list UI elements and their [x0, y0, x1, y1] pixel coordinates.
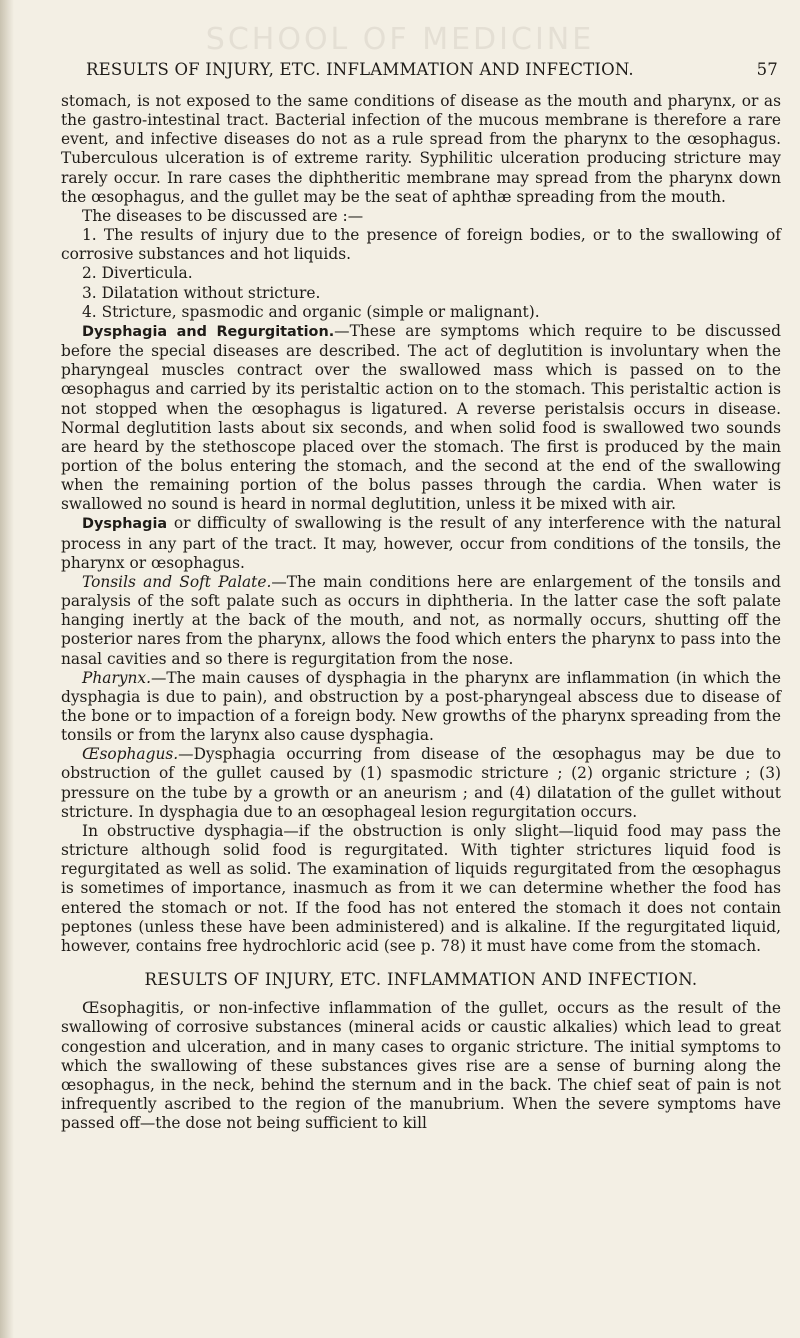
- run-in-heading: Tonsils and Soft Palate.: [82, 572, 272, 591]
- list-item-3: 3. Dilatation without stricture.: [82, 283, 321, 302]
- run-in-heading: Œsophagus.: [82, 745, 179, 764]
- paragraph-continuation: stomach, is not exposed to the same conditions of disease as the mouth and pharynx, or as the gastro-intestinal tract. Bacterial infection of the mucous membrane is therefore a rare event, and infective diseases do not as a rule spread from the pharynx to the œsophagus. Tuberculous ulceration is of extreme rarity. Syphilitic ulceration producing stricture may rarely occur. In rare cases the diphtheritic membrane may spread from the pharynx down the œsophagus, and the gullet may be the seat of aphthæ spreading from the mouth.: [61, 92, 781, 206]
- run-in-heading: Dysphagia: [82, 516, 168, 533]
- list-item-1: 1. The results of injury due to the presence of foreign bodies, or to the swallowing of corrosive substances and hot liquids.: [61, 226, 781, 264]
- library-watermark: SCHOOL OF MEDICINE: [205, 22, 595, 57]
- paragraph-diseases-intro: The diseases to be discussed are :—: [82, 206, 364, 225]
- run-in-heading: Pharynx.: [82, 668, 151, 687]
- page-number: 57: [756, 60, 778, 79]
- running-head: [86, 60, 778, 79]
- paragraph-obstructive-dysphagia: In obstructive dysphagia—if the obstruction is only slight—liquid food may pass the stricture although solid food is regurgitated. With tighter strictures liquid food is regurgitated as well as solid. The examination of liquids regurgitated from the œsophagus is sometimes of importance, inasmuch as from it we can determine whether the food has entered the stomach or not. If the food has not entered the stomach it does not contain peptones (unless these have been administered) and is alkaline. If the regurgitated liquid, however, contains free hydrochloric acid (see p. 78) it must have come from the stomach.: [61, 821, 781, 955]
- paragraph-pharynx: Pharynx.—The main causes of dysphagia in the pharynx are inflammation (in which the dysphagia is due to pain), and obstruction by a post-pharyngeal abscess due to disease of the bone or to impaction of a foreign body. New growths of the pharynx spreading from the tonsils or from the larynx also cause dysphagia.: [61, 668, 781, 745]
- paragraph-dysphagia: Dysphagia or difficulty of swallowing is the result of any interference with the natural process in any part of the tract. It may, however, occur from conditions of the tonsils, the pharynx or œsophagus.: [61, 514, 781, 572]
- section-heading: RESULTS OF INJURY, ETC. INFLAMMATION AND INFECTION.: [144, 970, 698, 990]
- list-item-2: 2. Diverticula.: [82, 264, 193, 283]
- body-text: [61, 92, 781, 1133]
- list-item-4: 4. Stricture, spasmodic and organic (simple or malignant).: [82, 302, 540, 321]
- run-in-heading: Dysphagia and Regurgitation.: [82, 323, 335, 340]
- paragraph-dysphagia-regurgitation: Dysphagia and Regurgitation.—These are symptoms which require to be discussed before the special diseases are described. The act of deglutition is involuntary when the pharyngeal muscles contract over the swallowed mass which is passed on to the œsophagus and carried by its peristaltic action on to the stomach. This peristaltic action is not stopped when the œsophagus is ligatured. A reverse peristalsis occurs in disease. Normal deglutition lasts about six seconds, and when solid food is swallowed two sounds are heard by the stethoscope placed over the stomach. The first is produced by the main portion of the bolus entering the stomach, and the second at the end of the swallowing when the remaining portion of the bolus passes through the cardia. When water is swallowed no sound is heard in normal deglutition, unless it be mixed with air.: [61, 321, 781, 514]
- binding-shadow: [0, 0, 14, 1338]
- paragraph-tonsils: Tonsils and Soft Palate.—The main conditions here are enlargement of the tonsils and paralysis of the soft palate such as occurs in diphtheria. In the latter case the soft palate hanging inertly at the back of the mouth, and not, as normally occurs, shutting off the posterior nares from the pharynx, allows the food which enters the pharynx to pass into the nasal cavities and so there is regurgitation from the nose.: [61, 572, 781, 668]
- running-head-title: RESULTS OF INJURY, ETC. INFLAMMATION AND INFECTION.: [86, 60, 634, 79]
- paragraph-oesophagus: Œsophagus.—Dysphagia occurring from disease of the œsophagus may be due to obstruction of the gullet caused by (1) spasmodic stricture ; (2) organic stricture ; (3) pressure on the tube by a growth or an aneurism ; and (4) dilatation of the gullet without stricture. In dysphagia due to an œsophageal lesion regurgitation occurs.: [61, 745, 781, 821]
- paragraph-oesophagitis: Œsophagitis, or non-infective inflammation of the gullet, occurs as the result of the swallowing of corrosive substances (mineral acids or caustic alkalies) which lead to great congestion and ulceration, and in many cases to organic stricture. The initial symptoms to which the swallowing of these substances gives rise are a sense of burning along the œsophagus, in the neck, behind the sternum and in the back. The chief seat of pain is not infrequently ascribed to the region of the manubrium. When the severe symptoms have passed off—the dose not being sufficient to kill: [61, 999, 781, 1133]
